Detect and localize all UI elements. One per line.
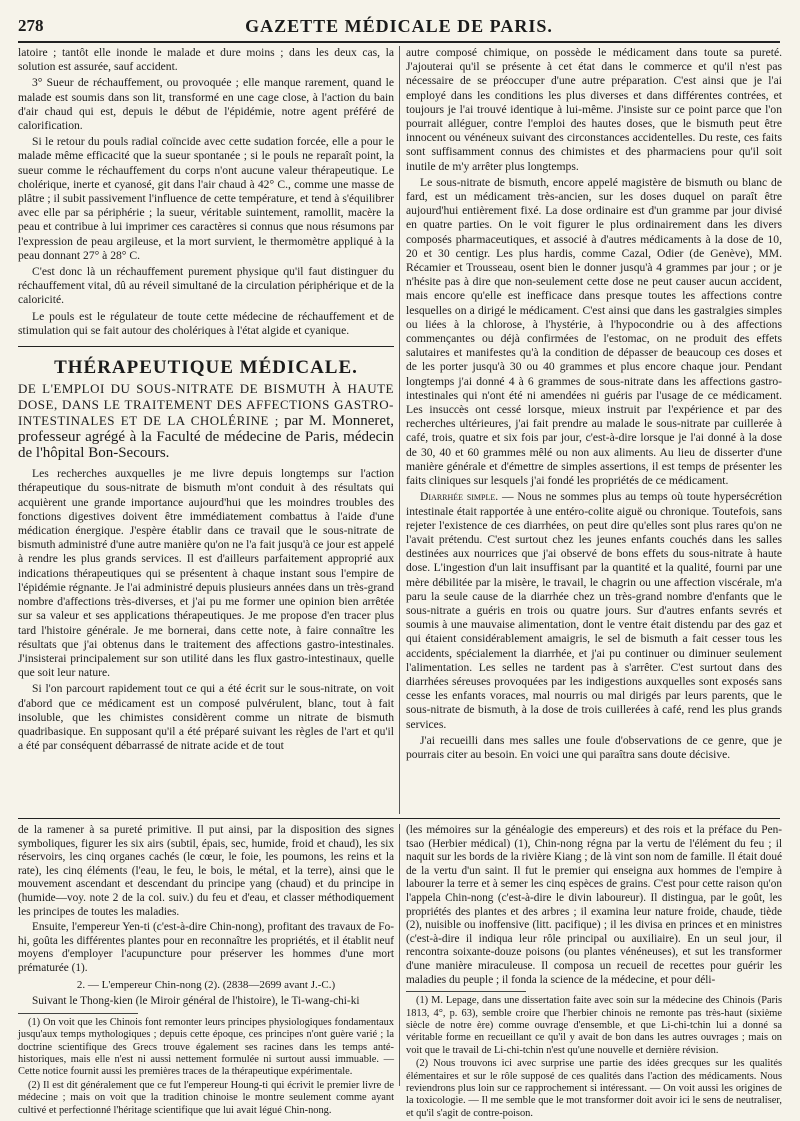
article-subhead — [18, 381, 394, 461]
paragraph: de la ramener à sa pureté primitive. Il put ainsi, par la disposition des signes symboliques, figurer les six airs (subtil, épais, sec, humide, froid et chaud), les six réservoirs, les cinq organes cachés (le cœur, le foie, les poumons, les reins et la rate), les cinq éléments (l'eau, le feu, le bois, le métal, et la terre), ainsi que le mouvement ascendant et descendant du principe yang (chaud) et du principe in (humide—voy. note 2 de la col. suiv.) du feu et d'eau, et classer méthodiquement les principes de toutes les maladies. — [18, 824, 394, 918]
paragraph: latoire ; tantôt elle inonde le malade et dure moins ; dans les deux cas, la solution est assurée, sauf accident. — [18, 46, 394, 74]
paragraph: (les mémoires sur la généalogie des empereurs) et des rois et la préface du Pen-tsao (Herbier médical) (1), Chin-nong régna par la vertu de l'élément du feu ; il naquit sur les bords de la rivière Kiang ; de là vint son nom de famille. Il était doué de la vertu d'un saint. Il fut le premier qui enseigna aux hommes de l'empire à labourer la terre et à semer les cinq espèces de grains. C'est pour cette raison qu'on l'appela Chin-nong (c'est-à-dire le divin laboureur). Il distingua, par le goût, les propriétés des plantes et des arbres ; il examina leur nature froide, chaude, tiède (2), nuisible ou inoffensive (litt. pacifique) ; il les divisa en princes et en ministres (c'est-à-dire il indiqua leur rôle principal ou auxiliaire). En un seul jour, il rencontra soixante-douze poisons (ou plantes vénéneuses), et sut les transformer d'une manière miraculeuse. Il composa un recueil de recettes pour guérir les maladies du peuple ; il fonda la science de la médecine, et pour déli- — [406, 824, 782, 986]
section-title: THÉRAPEUTIQUE MÉDICALE. — [54, 357, 358, 379]
paragraph: 3° Sueur de réchauffement, ou provoquée ; elle manque rarement, quand le malade est soumis dans son lit, transformé en une cage close, à l'action du bain d'air chaud qui est, depuis le début de l'épidémie, notre agent préféré de calorification. — [18, 76, 394, 133]
article-title: DE L'EMPLOI DU SOUS-NITRATE DE BISMUTH À HAUTE DOSE, DANS LE TRAITEMENT DES AFFECTIONS GASTRO-INTESTINALES ET DE LA CHOLÉRINE ; — [18, 381, 394, 429]
run-in-heading: Diarrhée simple. — [420, 490, 499, 504]
page-header — [18, 14, 780, 40]
paragraph: Suivant le Thong-kien (le Miroir général de l'histoire), le Ti-wang-chi-ki — [32, 995, 360, 1008]
paragraph: Le sous-nitrate de bismuth, encore appelé magistère de bismuth ou blanc de fard, est un médicament très-ancien, sur les doses duquel on paraît être aujourd'hui entièrement fixé. La dose ordinaire est d'un gramme par jour divisé en quatre parties. On le voit figurer le plus ordinairement dans les divers composés pharmaceutiques, et associé à d'autres médicaments à la dose de 10, 20 et 30 centigr. Les plus hardis, comme Cazal, Odier (de Genève), MM. Récamier et Trousseau, osent bien le donner jusqu'à 4 grammes par jour ; or je n'hésite pas à dire que non-seulement cette dose ne peut causer aucun accident, mais encore qu'elle est inefficace dans presque toutes les affections contre lesquelles on a dirigé le médicament. C'est ainsi que dans les gastralgies simples ou liées à la chlorose, à l'hystérie, à l'hypocondrie ou à des affections commençantes ou déjà confirmées de l'estomac, on ne produit des effets salutaires et manifestes qu'à la condition de dépasser de beaucoup ces doses et de les porter jusqu'à 30 ou 40 grammes et plus encore chaque jour. Pendant longtemps j'ai donné 4 à 6 grammes de sous-nitrate dans les affections gastro-intestinales qui n'ont été ni amendées ni guéris par l'usage de ce médicament. Les insuccès ont cessé lorsque, mieux instruit par l'expérience et par des recherches ultérieures, j'ai fait prendre au malade le sous-nitrate par cuillerée à café, trois, quatre et six fois par jour, c'est-à-dire lorsque je l'ai donné à la dose de 30, 40 et 60 grammes mêlé ou non aux aliments. Au lieu de disserter d'une manière générale et d'émettre de simples assertions, il est temps de présenter les faits cliniques sur lesquels j'ai fondé les propriétés de ce médicament. — [406, 175, 782, 488]
paragraph: C'est donc là un réchauffement purement physique qu'il faut distinguer du réchauffement vital, dû au réveil simultané de la circulation périphérique et de la caloricité. — [18, 265, 394, 307]
footnote: (2) Nous trouvons ici avec surprise une partie des idées grecques sur les qualités élémentaires et sur le rôle supposé de ces qualités dans l'action des médicaments. Nous reviendrons plus loin sur ce rapprochement si intéressant. — On voit aussi les origines de la toxicologie. — Il me semble que le mot transformer doit avoir ici le sens de neutraliser, et qu'il s'agit de contre-poison. — [406, 1058, 782, 1119]
footnotes — [18, 1017, 394, 1117]
paragraph: J'ai recueilli dans mes salles une foule d'observations de ce genre, que je pourrais citer au besoin. En voici une qui paraîtra sans doute décisive. — [406, 733, 782, 761]
column-left-top — [18, 46, 394, 755]
page-number: 278 — [18, 16, 44, 35]
footnote: (2) Il est dit généralement que ce fut l'empereur Houng-ti qui écrivit le premier livre de médecine ; mais on voit que la tradition chinoise le montre seulement comme ayant cultivé et perfectionné l'héritage scientifique que lui avait légué Chin-nong. — [18, 1079, 394, 1116]
subsection-heading: 2. — L'empereur Chin-nong (2). (2838—2699 avant J.-C.) — [76, 978, 336, 991]
running-title: GAZETTE MÉDICALE DE PARIS. — [245, 16, 553, 36]
paragraph-text: — Nous ne sommes plus au temps où toute hypersécrétion intestinale était rapportée à une entéro-colite aiguë ou chronique. Toutefois, sans rejeter l'existence de ces diarrhées, on peut dire qu'elles sont plus rares qu'on ne l'avait prétendu. C'est surtout chez les jeunes enfants couchés dans les salles destinées aux nourrices que j'ai observé de bons effets du sous-nitrate à haute dose. L'ingestion d'un lait insuffisant par la quantité et la qualité, fourni par une mère débilitée par la misère, le travail, le chagrin ou une affection viscérale, m'a paru la seule cause de la diarrhée chez un très-grand nombre d'enfants que le sous-nitrate a guéris en trois ou quatre jours. Sur d'autres enfants sevrés et soumis à une mauvaise alimentation, dont le ventre était distendu par des gaz et qui étaient considérablement amaigris, le sel de bismuth a fait cesser tous les accidents, spécialement la diarrhée, et j'ai pu continuer ou diminuer seulement l'alimentation. Les selles ne tardent pas à s'arrêter. C'est surtout dans des diarrhées séreuses provoquées par les indigestions auxquelles sont exposés sans cesse les enfants voraces, mal nourris ou mal dirigés par leurs parents, que le sous-nitrate de bismuth, à la dose de trois cuillerées à café, rend les plus grands services. — [406, 490, 782, 731]
footnotes — [406, 995, 782, 1120]
section-divider — [18, 346, 394, 347]
footnote: (1) M. Lepage, dans une dissertation faite avec soin sur la médecine des Chinois (Paris 1813, 4°, p. 63), semble croire que l'herbier chinois ne remonte pas très-haut (sixième siècle de notre ère) comme ouvrage d'ensemble, et que Li-chi-tchin lui a donné sa véritable forme en recueillant ce qu'il y avait de bon dans les autres ouvrages ; mais on voit que le travail de Li-chi-tchin n'est qu'une nouvelle et dernière révision. — [406, 995, 782, 1056]
paragraph — [406, 490, 782, 731]
paragraph: Le pouls est le régulateur de toute cette médecine de réchauffement et de stimulation qui se fait autour des cholériques à l'état algide et cyanique. — [18, 309, 394, 337]
paragraph: Si le retour du pouls radial coïncide avec cette sudation forcée, elle a pour le malade même efficacité que la sueur spontanée ; si le pouls ne reparaît point, la sueur comme le réchauffement du corps n'ont aucune valeur thérapeutique. Le cholérique, inerte et cyanosé, git dans l'air chaud à 42° C., comme une masse de plâtre ; il subit passivement l'influence de cette température, et tend à s'équilibrer avec elle par sa périphérie ; la sueur, véritable suintement, ramollit, macère la peau et contribue à lui imprimer ces caractères si connus que nous résumons par l'expression de peau argileuse, et la mort survient, le thermomètre appliqué à la peau donnant 27° à 28° C. — [18, 135, 394, 262]
paragraph: Si l'on parcourt rapidement tout ce qui a été écrit sur le sous-nitrate, on voit d'abord que ce médicament est un composé pulvérulent, blanc, tout à fait insoluble, que les chimistes considèrent comme un nitrate de bismuth quadribasique. En supposant qu'il a été préparé suivant les règles de l'art et qu'il a été par conséquent débarrassé de nitrate acide et de tout — [18, 682, 394, 753]
article-author: par M. Monneret, professeur agrégé à la Faculté de médecine de Paris, médecin de l'hôpital Bon-Secours. — [18, 413, 394, 462]
footnote-rule — [406, 991, 526, 992]
footnote: (1) On voit que les Chinois font remonter leurs principes physiologiques fondamentaux jusqu'aux temps mythologiques ; depuis cette époque, ces principes n'ont guère varié ; la doctrine scientifique des Grecs trouve également ses racines dans les temps anté-historiques, mais elle n'est ni aussi nettement formulée ni surtout aussi immuable. — Cette notice fournit aussi les premières traces de la thérapeutique expérimentale. — [18, 1016, 394, 1078]
column-right-top — [406, 46, 782, 764]
column-rule — [399, 46, 400, 814]
column-left-bottom — [18, 824, 394, 1118]
column-rule — [399, 824, 400, 1086]
paragraph: Ensuite, l'empereur Yen-ti (c'est-à-dire Chin-nong), profitant des travaux de Fo-hi, goûta les différentes plantes pour en reconnaître les propriétés, et il établit neuf moyens d'employer l'acupuncture pour préserver les hommes d'une mort prématurée (1). — [18, 921, 394, 974]
paragraph: autre composé chimique, on possède le médicament dans toute sa pureté. J'ajouterai qu'il se présente à cet état dans le commerce et qu'il n'est pas nécessaire de se préoccuper d'une autre préparation. C'est ainsi que je l'ai employé dans les conditions les plus diverses et dans différentes contrées, et toujours je l'ai trouvé identique à lui-même. J'insiste sur ce point parce que l'on pourrait alléguer, contre l'emploi des hautes doses, que le bismuth peut être innocent ou vénéneux suivant des circonstances accidentelles. Du reste, ces faits sont suffisamment connus des chimistes et des pharmaciens pour qu'il soit inutile de m'y arrêter plus longtemps. — [406, 46, 782, 173]
paragraph: Les recherches auxquelles je me livre depuis longtemps sur l'action thérapeutique du sous-nitrate de bismuth m'ont conduit à des résultats qui acquièrent une grande importance aujourd'hui que les moindres troubles des fonctions digestives doivent être immédiatement combattus à l'aide d'une médication énergique. J'espère établir dans ce travail que le sous-nitrate de bismuth administré d'une autre manière qu'on ne l'a fait jusqu'à ce jour est appelé à rendre les plus grands services. Il est d'ailleurs parfaitement approprié aux indications thérapeutiques qui se présentent à chaque instant sous l'empire de l'épidémie régnante. Je l'ai administré depuis plusieurs années dans un très-grand nombre d'affections très-diverses, et j'ai pu me former une opinion bien arrêtée sur sa valeur et ses applications thérapeutiques. Je me propose d'en tracer plus tard l'histoire générale. Je me bornerai, dans cette note, à faire connaître les résultats que j'ai obtenus dans le traitement des affections gastro-intestinales. J'insisterai principalement sur son utilité dans les flux gastro-intestinaux, quelle que soit leur nature. — [18, 467, 394, 680]
header-rule — [18, 41, 780, 43]
feuilleton-divider — [18, 818, 780, 819]
column-right-bottom — [406, 824, 782, 1121]
footnote-rule — [18, 1013, 138, 1014]
